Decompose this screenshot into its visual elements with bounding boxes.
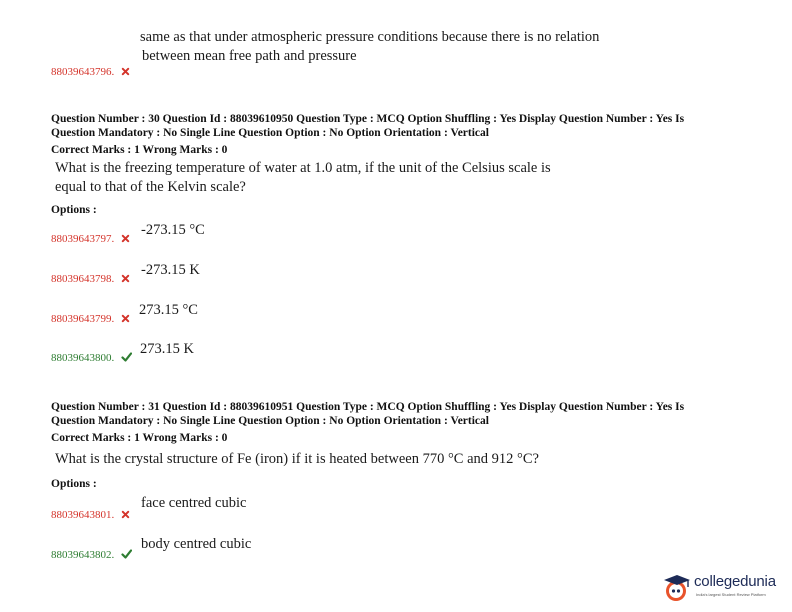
option-text: face centred cubic: [141, 495, 247, 511]
cross-icon: [121, 67, 130, 76]
option-row: [51, 545, 132, 563]
option-text: body centred cubic: [141, 536, 252, 552]
option-id: 88039643797.: [51, 233, 115, 245]
cross-icon: [121, 274, 130, 283]
option-id: 88039643800.: [51, 352, 115, 364]
cross-icon: [121, 314, 130, 323]
cross-icon: [121, 234, 130, 243]
question-meta-line2: Question Mandatory : No Single Line Question Option : No Option Orientation : Vertical: [51, 415, 489, 427]
option-row: [51, 348, 132, 366]
option-row: [51, 505, 130, 523]
question-meta-line1: Question Number : 30 Question Id : 88039610950 Question Type : MCQ Option Shuffling : Yes Display Question Number : Yes Is: [51, 113, 685, 125]
logo-name: collegedunia: [694, 573, 776, 590]
question-marks: Correct Marks : 1 Wrong Marks : 0: [51, 432, 228, 444]
option-id: 88039643802.: [51, 549, 115, 561]
question-marks: Correct Marks : 1 Wrong Marks : 0: [51, 144, 228, 156]
prev-question-text-line2: between mean free path and pressure: [142, 48, 357, 64]
option-row: [51, 62, 130, 80]
option-id: 88039643799.: [51, 313, 115, 325]
cross-icon: [121, 510, 130, 519]
option-text: 273.15 K: [140, 341, 194, 357]
option-row: [51, 309, 130, 327]
option-id: 88039643796.: [51, 66, 115, 78]
option-text: -273.15 K: [141, 262, 200, 278]
collegedunia-logo: [662, 572, 788, 606]
option-text: -273.15 °C: [141, 222, 205, 238]
prev-question-text-line1: same as that under atmospheric pressure conditions because there is no relation: [140, 29, 600, 45]
graduation-cap-icon: [662, 572, 694, 604]
option-id: 88039643801.: [51, 509, 115, 521]
checkmark-icon: [121, 352, 132, 362]
question-meta-line2: Question Mandatory : No Single Line Question Option : No Option Orientation : Vertical: [51, 127, 489, 139]
question-text-line1: What is the freezing temperature of water at 1.0 atm, if the unit of the Celsius scale is: [55, 160, 551, 176]
options-label: Options :: [51, 204, 97, 216]
question-text-line2: equal to that of the Kelvin scale?: [55, 179, 246, 195]
options-label: Options :: [51, 478, 97, 490]
question-meta-line1: Question Number : 31 Question Id : 88039610951 Question Type : MCQ Option Shuffling : Yes Display Question Number : Yes Is: [51, 401, 685, 413]
option-id: 88039643798.: [51, 273, 115, 285]
question-text-line1: What is the crystal structure of Fe (iron) if it is heated between 770 °C and 912 °C?: [55, 451, 539, 467]
checkmark-icon: [121, 549, 132, 559]
option-text: 273.15 °C: [139, 302, 198, 318]
logo-tagline: India's largest Student Review Platform: [696, 592, 766, 597]
option-row: [51, 229, 130, 247]
option-row: [51, 269, 130, 287]
